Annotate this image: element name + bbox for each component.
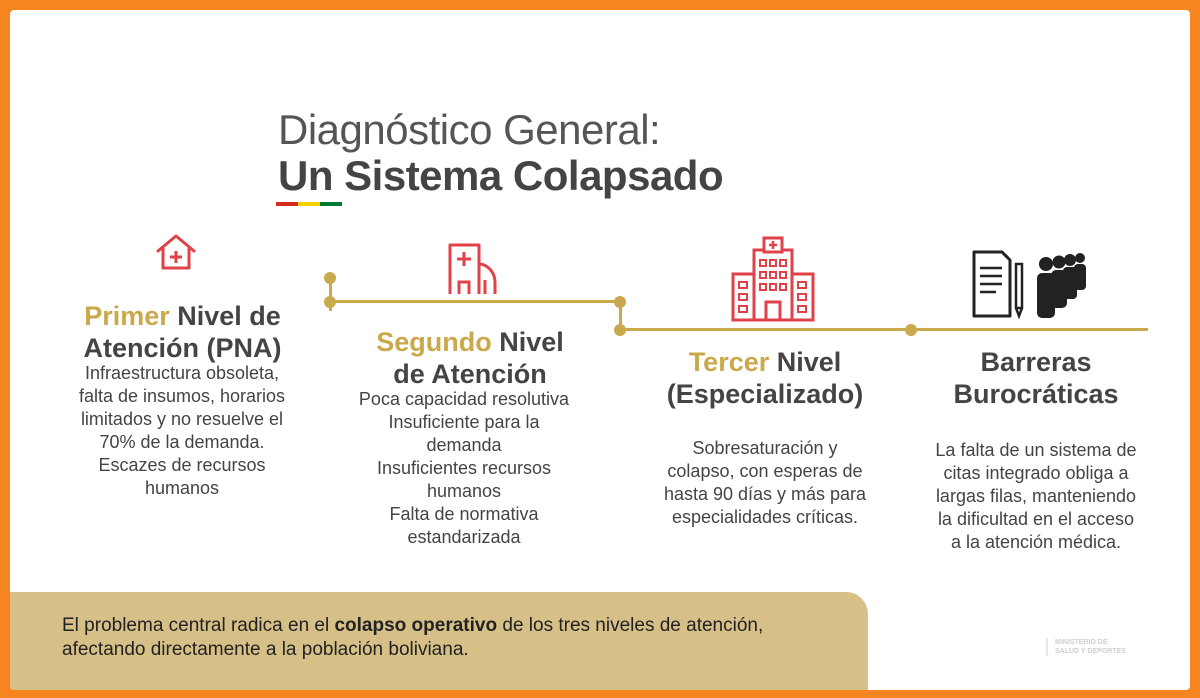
body-line: Insuficiente para la [388,412,540,432]
conclusion-banner [10,592,868,690]
level-4-body [910,439,1162,554]
conclusion-text-emphasis: colapso operativo [334,615,498,636]
clinic-building-icon [447,242,499,296]
ministry-logo [1046,638,1155,656]
body-line: La falta de un sistema de [935,440,1137,460]
level-4-heading [906,346,1166,410]
body-line: Insuficientes recursos [376,458,552,478]
level-1-heading-rest: Nivel de [169,301,281,331]
level-1-heading-line2: Atención (PNA) [83,333,282,363]
body-line: a la atención médica. [950,532,1122,552]
timeline-dot [324,272,336,284]
body-line: humanos [144,478,220,498]
flag-red-stripe [276,202,298,206]
level-3-heading-rest: Nivel [769,347,842,377]
body-line: 70% de la demanda. [99,432,265,452]
timeline-dot [614,324,626,336]
body-line: Poca capacidad resolutiva [358,389,570,409]
level-2-heading [340,326,600,390]
conclusion-text-start: El problema central radica en el [62,615,335,636]
page-title: Diagnóstico General: [278,106,661,153]
level-4-heading-line2: Burocráticas [953,379,1119,409]
body-line: Sobresaturación y [692,438,838,458]
body-line: Escazes de recursos [98,455,266,475]
body-line: demanda [426,435,502,455]
level-3-heading [630,346,900,410]
flag-green-stripe [320,202,342,206]
conclusion-text-end: de los tres niveles de atención, afectando directamente a la población boliviana. [62,615,764,660]
body-line: Infraestructura obsoleta, [84,363,280,383]
level-3-body [635,437,895,529]
conclusion-text [62,614,822,662]
body-line: falta de insumos, horarios [78,386,286,406]
body-line: citas integrado obliga a [943,463,1129,483]
body-line: humanos [426,481,502,501]
house-medical-icon [154,232,198,272]
body-line: Falta de normativa [389,504,539,524]
body-line: limitados y no resuelve el [80,409,284,429]
level-1-body [52,362,312,500]
hospital-icon [730,236,816,322]
timeline-dot [324,296,336,308]
level-3-heading-line2: (Especializado) [666,379,864,409]
flag-yellow-stripe [298,202,320,206]
ministry-line-1: MINISTERIO DE [1055,639,1108,646]
level-2-body [328,388,600,549]
document-queue-icon [970,244,1090,320]
ministry-line-2: SALUD Y DEPORTES [1055,648,1126,655]
timeline-dot [905,324,917,336]
body-line: hasta 90 días y más para [663,484,867,504]
body-line: largas filas, manteniendo [935,486,1137,506]
level-2-heading-rest: Nivel [491,327,564,357]
level-2-heading-accent: Segundo [376,327,492,357]
slide [10,10,1190,690]
level-1-heading-accent: Primer [84,301,170,331]
body-line: estandarizada [407,527,521,547]
level-3-heading-accent: Tercer [688,347,770,377]
timeline-segment [620,328,1148,331]
page-subtitle: Un Sistema Colapsado [278,152,724,199]
level-1-heading [50,300,315,364]
body-line: la dificultad en el acceso [937,509,1135,529]
timeline-dot [614,296,626,308]
level-4-heading-line1: Barreras [980,347,1092,377]
body-line: colapso, con esperas de [667,461,863,481]
body-line: especialidades críticas. [671,507,859,527]
level-2-heading-line2: de Atención [393,359,547,389]
timeline-segment [330,300,622,303]
